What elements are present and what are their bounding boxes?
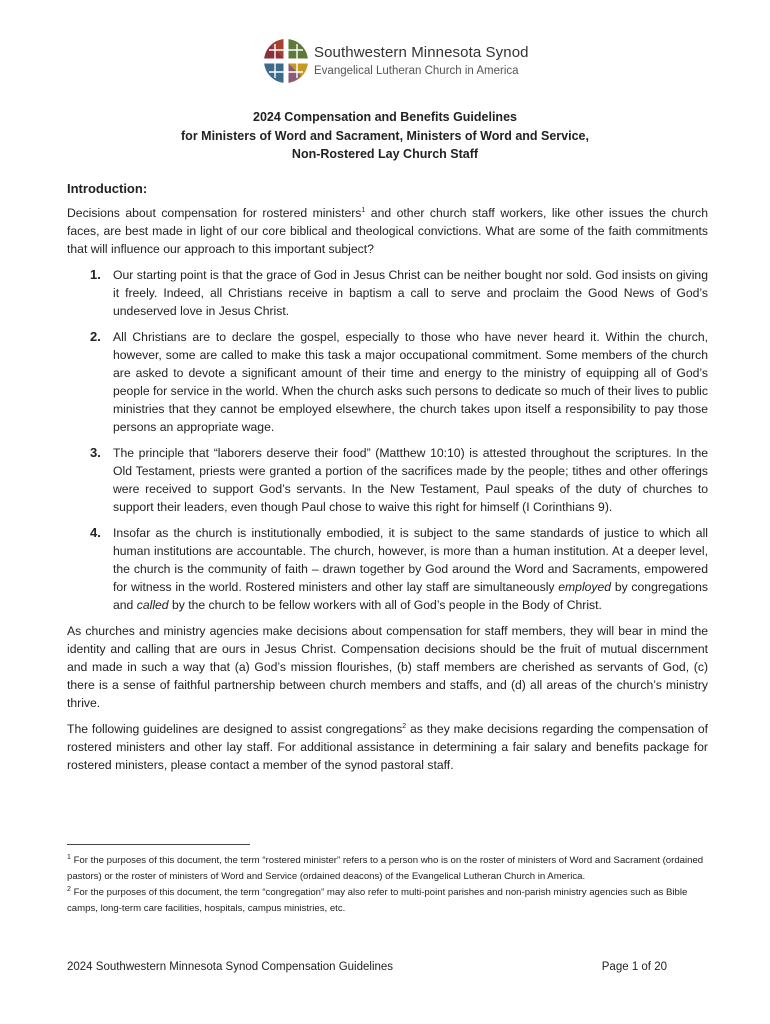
- footnote-1: [67, 853, 708, 885]
- footnote-text: For the purposes of this document, the term “rostered minister” refers to a person who is on the roster of ministers of Word and Sacrament (ordained pastors) or the roster of ministers of Word and Service (ordained deacons) of the Evangelical Lutheran Church in America.: [67, 855, 704, 882]
- list-item-text-a: Insofar as the church is institutionally embodied, it is subject to the same standards of justice to which all human institutions are accountable. The church, however, is more than a human institution. At a deeper level, the church is the community of faith – drawn together by God around the Word and Sacraments, empowered for witness in the world. Rostered ministers and other lay staff are simultaneously: [113, 526, 708, 594]
- footnote-mark: 2: [67, 885, 71, 893]
- para3-text-b: as they make decisions regarding the compensation of rostered ministers and other lay staff. For additional assistance in determining a fair salary and benefits package for rostered ministers, please contact a member of the synod pastoral staff.: [67, 722, 709, 772]
- footnote-text: For the purposes of this document, the term “congregation” may also refer to multi-point parishes and non-parish ministry agencies such as Bible camps, long-term care facilities, hospitals, campus ministries, etc.: [67, 887, 688, 914]
- list-item-text: All Christians are to declare the gospel, especially to those who have never heard it. Within the church, however, some are called to make this task a major occupational commitment. Some members of the church are asked to devote a significant amount of their time and energy to the ministry of equipping all of God’s people for service in the world. When the church asks such persons to dedicate so much of their lives to public ministries that they cannot be employed elsewhere, the church takes upon itself a responsibility to pay those persons an appropriate wage.: [113, 330, 708, 434]
- faith-commitments-list: [67, 266, 708, 614]
- list-item-text: [113, 524, 708, 614]
- emphasis-called: called: [136, 598, 169, 612]
- document-title: [0, 108, 770, 164]
- document-body: [67, 180, 708, 774]
- document-header: [263, 38, 529, 84]
- footnote-2: [67, 885, 708, 917]
- intro-text-a: Decisions about compensation for rostered ministers: [67, 206, 362, 220]
- list-item-text: Our starting point is that the grace of God in Jesus Christ can be neither bought nor sold. God insists on giving it freely. Indeed, all Christians receive in baptism a call to serve and proclaim the Good News of God’s undeserved love in Jesus Christ.: [113, 268, 708, 318]
- title-line-1: 2024 Compensation and Benefits Guidelines: [253, 110, 517, 124]
- list-item: [67, 328, 708, 436]
- footer-document-title: 2024 Southwestern Minnesota Synod Compensation Guidelines: [67, 961, 394, 973]
- para3-text-a: The following guidelines are designed to assist congregations: [67, 722, 403, 736]
- footnote-ref-1[interactable]: 1: [361, 206, 366, 214]
- list-item-number: 4.: [90, 525, 101, 540]
- footnotes: [67, 853, 708, 917]
- intro-paragraph: [67, 204, 708, 258]
- list-item-text: The principle that “laborers deserve their food” (Matthew 10:10) is attested throughout the scriptures. In the Old Testament, priests were granted a portion of the sacrifices made by the people; tithes and other offerings were received to support God’s servants. In the New Testament, Paul speaks of the duty of churches to support their leaders, even though Paul chose to waive this right for himself (I Corinthians 9).: [113, 446, 708, 514]
- list-item-text-c: by the church to be fellow workers with all of God’s people in the Body of Christ.: [168, 598, 602, 612]
- list-item-number: 2.: [90, 329, 101, 344]
- emphasis-employed: employed: [558, 580, 612, 594]
- list-item-number: 3.: [90, 445, 101, 460]
- footer-page-number: Page 1 of 20: [601, 961, 667, 973]
- org-name: Southwestern Minnesota Synod: [314, 44, 529, 61]
- paragraph-guidelines-purpose: [67, 720, 708, 774]
- title-line-3: Non-Rostered Lay Church Staff: [291, 147, 479, 161]
- list-item: [67, 524, 708, 614]
- list-item: [67, 444, 708, 516]
- title-line-2: for Ministers of Word and Sacrament, Ministers of Word and Service,: [181, 128, 589, 143]
- org-subtitle: Evangelical Lutheran Church in America: [314, 65, 519, 77]
- introduction-heading: Introduction:: [67, 181, 148, 196]
- paragraph-compensation-decisions: As churches and ministry agencies make decisions about compensation for staff members, they will bear in mind the identity and calling that are ours in Jesus Christ. Compensation decisions should be the fruit of mutual discernment and made in such a way that (a) God’s mission flourishes, (b) staff members are cherished as servants of God, (c) there is a sense of faithful partnership between church members and staffs, and (d) all areas of the church’s ministry thrive.: [67, 624, 708, 710]
- list-item-number: 1.: [90, 267, 101, 282]
- footnote-mark: 1: [67, 853, 71, 861]
- list-item: [67, 266, 708, 320]
- list-item-text-b: by congregations and: [113, 580, 708, 612]
- footnote-divider: [67, 844, 250, 845]
- elca-cross-logo-icon: [263, 38, 309, 84]
- intro-text-b: and other church staff workers, like other issues the church faces, are best made in light of our core biblical and theological convictions. What are some of the faith commitments that will influence our approach to this important subject?: [67, 206, 708, 256]
- footnote-ref-2[interactable]: 2: [402, 722, 407, 730]
- page-footer: [67, 961, 667, 973]
